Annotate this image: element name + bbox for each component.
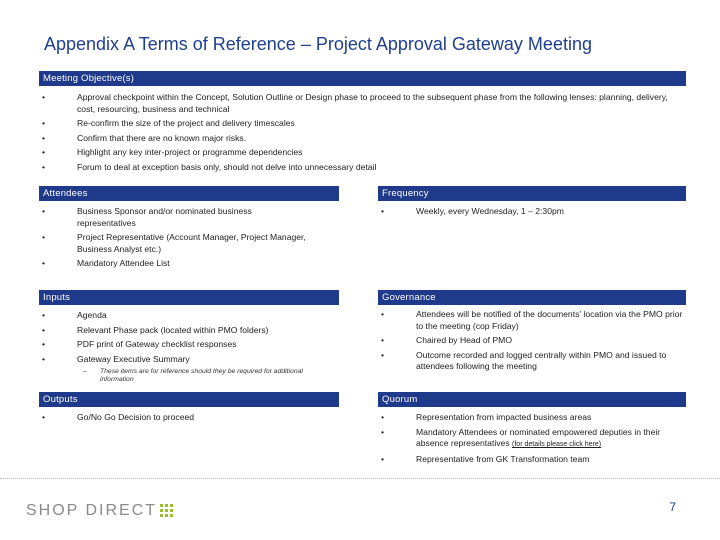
quorum-header-label: Quorum bbox=[382, 394, 418, 405]
quorum-list bbox=[378, 412, 683, 468]
frequency-list bbox=[378, 206, 683, 221]
list-item: • Weekly, every Wednesday, 1 – 2:30pm bbox=[381, 206, 564, 216]
list-item: • Gateway Executive Summary bbox=[42, 353, 190, 364]
meeting-objectives-header bbox=[39, 71, 686, 86]
attendees-header-label: Attendees bbox=[43, 188, 88, 199]
list-item: • Relevant Phase pack (located within PMO folders) bbox=[42, 324, 269, 335]
inputs-header-label: Inputs bbox=[43, 292, 71, 303]
list-item: • Approval checkpoint within the Concept, Solution Outline or Design phase to proceed to the subsequent phase from the following lenses: planning, delivery, cost, resourcing, business and technical bbox=[42, 92, 668, 114]
list-item: • Attendees will be notified of the documents' location via the PMO prior to the meeting (cop Friday) bbox=[381, 309, 683, 331]
outputs-list bbox=[39, 412, 319, 427]
bullet-icon: • bbox=[381, 412, 385, 422]
outputs-header-label: Outputs bbox=[43, 394, 78, 405]
list-item: • PDF print of Gateway checklist responses bbox=[42, 339, 237, 349]
list-item: • Outcome recorded and logged centrally within PMO and issued to attendees following the meeting bbox=[381, 349, 667, 371]
bullet-icon: • bbox=[381, 309, 385, 319]
bullet-icon: • bbox=[42, 132, 46, 143]
bullet-icon: • bbox=[42, 92, 46, 102]
dash-icon: – bbox=[83, 368, 87, 375]
bullet-icon: • bbox=[42, 147, 46, 157]
list-item: • Chaired by Head of PMO bbox=[381, 335, 513, 345]
bullet-icon: • bbox=[42, 412, 46, 422]
attendees-list bbox=[39, 206, 309, 273]
bullet-icon: • bbox=[381, 206, 385, 216]
footer-divider bbox=[0, 478, 720, 479]
list-item: • Agenda bbox=[42, 310, 107, 320]
bullet-icon: • bbox=[381, 453, 385, 464]
shop-direct-logo bbox=[26, 502, 174, 520]
bullet-icon: • bbox=[42, 353, 46, 364]
bullet-icon: • bbox=[42, 258, 46, 268]
list-item: • Business Sponsor and/or nominated business representatives bbox=[42, 206, 252, 228]
list-item: • Go/No Go Decision to proceed bbox=[42, 412, 195, 422]
governance-list bbox=[378, 309, 683, 376]
list-item: • Highlight any key inter-project or programme dependencies bbox=[42, 147, 303, 157]
logo-text: SHOP DIRECT bbox=[26, 502, 158, 519]
quorum-header bbox=[378, 392, 686, 407]
list-item: • Project Representative (Account Manager, Project Manager, Business Analyst etc.) bbox=[42, 232, 306, 254]
attendees-header bbox=[39, 186, 339, 201]
frequency-header-label: Frequency bbox=[382, 188, 429, 199]
inputs-list bbox=[39, 310, 319, 384]
inputs-header bbox=[39, 290, 339, 305]
bullet-icon: • bbox=[381, 335, 385, 345]
meeting-objectives-header-label: Meeting Objective(s) bbox=[43, 73, 135, 84]
logo-grid-icon bbox=[160, 504, 174, 518]
list-item: • Confirm that there are no known major risks. bbox=[42, 132, 247, 143]
bullet-icon: • bbox=[42, 310, 46, 320]
bullet-icon: • bbox=[381, 349, 385, 360]
bullet-icon: • bbox=[42, 339, 46, 349]
bullet-icon: • bbox=[42, 324, 46, 335]
bullet-icon: • bbox=[42, 161, 46, 172]
bullet-icon: • bbox=[42, 118, 46, 128]
governance-header bbox=[378, 290, 686, 305]
list-item: • Mandatory Attendees or nominated empowered deputies in their absence representatives (for details please click here) bbox=[381, 426, 661, 448]
list-item: • Mandatory Attendee List bbox=[42, 258, 170, 268]
bullet-icon: • bbox=[42, 232, 46, 242]
details-link[interactable]: (for details please click here) bbox=[512, 441, 602, 448]
list-item: • Representation from impacted business areas bbox=[381, 412, 592, 422]
list-item: • Forum to deal at exception basis only, should not delve into unnecessary detail bbox=[42, 161, 377, 172]
bullet-icon: • bbox=[381, 426, 385, 437]
inputs-sub-note: – These items are for reference should they be required for additional information bbox=[83, 368, 303, 383]
page-number: 7 bbox=[669, 500, 676, 514]
outputs-header bbox=[39, 392, 339, 407]
meeting-objectives-list bbox=[39, 92, 669, 176]
page-title: Appendix A Terms of Reference – Project Approval Gateway Meeting bbox=[44, 34, 592, 54]
frequency-header bbox=[378, 186, 686, 201]
list-item: • Re-confirm the size of the project and delivery timescales bbox=[42, 118, 295, 128]
list-item: • Representative from GK Transformation team bbox=[381, 453, 590, 464]
governance-header-label: Governance bbox=[382, 292, 436, 303]
bullet-icon: • bbox=[42, 206, 46, 216]
